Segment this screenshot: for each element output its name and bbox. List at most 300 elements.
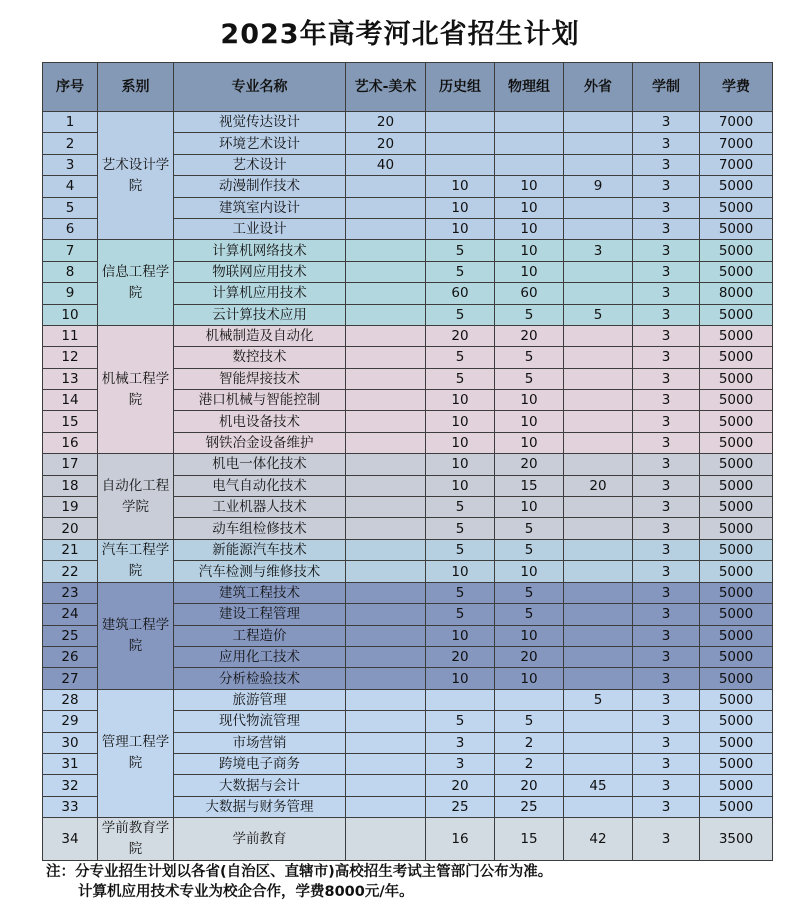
history-quota-cell: 5 [426,347,495,368]
tuition-cell: 5000 [700,454,773,475]
row-number-cell: 24 [43,604,98,625]
out-of-province-quota-cell [564,112,633,133]
major-name-cell: 云计算技术应用 [174,304,346,325]
department-cell: 管理工程学院 [98,689,174,817]
duration-cell: 3 [633,283,700,304]
out-of-province-quota-cell [564,625,633,646]
major-name-cell: 旅游管理 [174,689,346,710]
out-of-province-quota-cell [564,283,633,304]
major-name-cell: 动漫制作技术 [174,176,346,197]
major-name-cell: 钢铁冶金设备维护 [174,432,346,453]
history-quota-cell: 20 [426,325,495,346]
art-quota-cell [346,775,426,796]
header-cell: 序号 [43,63,98,112]
major-name-cell: 工业机器人技术 [174,497,346,518]
major-name-cell: 分析检验技术 [174,668,346,689]
row-number-cell: 5 [43,197,98,218]
major-name-cell: 计算机应用技术 [174,283,346,304]
tuition-cell: 5000 [700,689,773,710]
major-name-cell: 机械制造及自动化 [174,325,346,346]
table-row [43,240,773,261]
duration-cell: 3 [633,475,700,496]
physics-quota-cell: 25 [495,796,564,817]
out-of-province-quota-cell [564,539,633,561]
duration-cell: 3 [633,411,700,432]
out-of-province-quota-cell [564,497,633,518]
art-quota-cell [346,390,426,411]
art-quota-cell: 40 [346,154,426,175]
tuition-cell: 5000 [700,347,773,368]
physics-quota-cell: 5 [495,711,564,732]
history-quota-cell: 5 [426,368,495,389]
out-of-province-quota-cell [564,368,633,389]
tuition-cell: 5000 [700,475,773,496]
physics-quota-cell [495,112,564,133]
duration-cell: 3 [633,796,700,817]
physics-quota-cell: 15 [495,475,564,496]
out-of-province-quota-cell [564,753,633,774]
physics-quota-cell: 10 [495,625,564,646]
art-quota-cell [346,796,426,817]
duration-cell: 3 [633,347,700,368]
tuition-cell: 5000 [700,240,773,261]
physics-quota-cell [495,689,564,710]
tuition-cell: 5000 [700,176,773,197]
duration-cell: 3 [633,625,700,646]
row-number-cell: 7 [43,240,98,261]
table-row [43,818,773,861]
physics-quota-cell: 5 [495,518,564,539]
out-of-province-quota-cell: 3 [564,240,633,261]
art-quota-cell [346,539,426,561]
row-number-cell: 30 [43,732,98,753]
header-cell: 系别 [98,63,174,112]
history-quota-cell: 60 [426,283,495,304]
history-quota-cell: 10 [426,475,495,496]
major-name-cell: 工业设计 [174,218,346,239]
header-cell: 专业名称 [174,63,346,112]
duration-cell: 3 [633,539,700,561]
duration-cell: 3 [633,818,700,861]
art-quota-cell [346,668,426,689]
header-cell: 历史组 [426,63,495,112]
major-name-cell: 物联网应用技术 [174,261,346,282]
tuition-cell: 5000 [700,796,773,817]
row-number-cell: 21 [43,539,98,561]
history-quota-cell: 10 [426,454,495,475]
tuition-cell: 8000 [700,283,773,304]
duration-cell: 3 [633,176,700,197]
duration-cell: 3 [633,775,700,796]
duration-cell: 3 [633,561,700,583]
out-of-province-quota-cell [564,561,633,583]
out-of-province-quota-cell [564,347,633,368]
major-name-cell: 智能焊接技术 [174,368,346,389]
history-quota-cell [426,689,495,710]
physics-quota-cell: 10 [495,240,564,261]
duration-cell: 3 [633,753,700,774]
major-name-cell: 艺术设计 [174,154,346,175]
row-number-cell: 26 [43,646,98,667]
out-of-province-quota-cell: 42 [564,818,633,861]
row-number-cell: 17 [43,454,98,475]
history-quota-cell: 5 [426,711,495,732]
row-number-cell: 11 [43,325,98,346]
tuition-cell: 5000 [700,304,773,325]
duration-cell: 3 [633,582,700,603]
physics-quota-cell: 10 [495,561,564,583]
art-quota-cell [346,711,426,732]
tuition-cell: 5000 [700,753,773,774]
history-quota-cell: 25 [426,796,495,817]
row-number-cell: 2 [43,133,98,154]
row-number-cell: 13 [43,368,98,389]
major-name-cell: 汽车检测与维修技术 [174,561,346,583]
table-header-row [43,63,773,112]
header-cell: 艺术-美术 [346,63,426,112]
out-of-province-quota-cell: 20 [564,475,633,496]
tuition-cell: 3500 [700,818,773,861]
out-of-province-quota-cell [564,732,633,753]
row-number-cell: 28 [43,689,98,710]
duration-cell: 3 [633,197,700,218]
history-quota-cell: 3 [426,753,495,774]
footnote-line: 计算机应用技术专业为校企合作，学费8000元/年。 [78,884,414,900]
history-quota-cell: 10 [426,218,495,239]
header-cell: 物理组 [495,63,564,112]
out-of-province-quota-cell [564,197,633,218]
department-cell: 学前教育学院 [98,818,174,861]
major-name-cell: 建设工程管理 [174,604,346,625]
history-quota-cell [426,154,495,175]
duration-cell: 3 [633,218,700,239]
duration-cell: 3 [633,668,700,689]
tuition-cell: 5000 [700,711,773,732]
out-of-province-quota-cell [564,411,633,432]
major-name-cell: 建筑室内设计 [174,197,346,218]
physics-quota-cell [495,133,564,154]
row-number-cell: 9 [43,283,98,304]
tuition-cell: 5000 [700,646,773,667]
duration-cell: 3 [633,711,700,732]
duration-cell: 3 [633,154,700,175]
physics-quota-cell: 10 [495,261,564,282]
duration-cell: 3 [633,604,700,625]
physics-quota-cell: 10 [495,432,564,453]
physics-quota-cell: 5 [495,539,564,561]
tuition-cell: 5000 [700,432,773,453]
physics-quota-cell: 5 [495,347,564,368]
art-quota-cell [346,261,426,282]
out-of-province-quota-cell [564,604,633,625]
tuition-cell: 5000 [700,218,773,239]
department-cell: 汽车工程学院 [98,539,174,582]
duration-cell: 3 [633,454,700,475]
history-quota-cell: 10 [426,197,495,218]
department-cell: 机械工程学院 [98,325,174,453]
physics-quota-cell: 20 [495,325,564,346]
out-of-province-quota-cell [564,325,633,346]
row-number-cell: 29 [43,711,98,732]
physics-quota-cell: 10 [495,668,564,689]
duration-cell: 3 [633,689,700,710]
table-row [43,582,773,603]
art-quota-cell [346,454,426,475]
art-quota-cell [346,240,426,261]
major-name-cell: 视觉传达设计 [174,112,346,133]
major-name-cell: 电气自动化技术 [174,475,346,496]
duration-cell: 3 [633,304,700,325]
major-name-cell: 港口机械与智能控制 [174,390,346,411]
tuition-cell: 5000 [700,197,773,218]
row-number-cell: 16 [43,432,98,453]
tuition-cell: 5000 [700,732,773,753]
department-cell: 建筑工程学院 [98,582,174,689]
major-name-cell: 市场营销 [174,732,346,753]
major-name-cell: 新能源汽车技术 [174,539,346,561]
department-cell: 信息工程学院 [98,240,174,326]
duration-cell: 3 [633,646,700,667]
physics-quota-cell: 60 [495,283,564,304]
art-quota-cell [346,818,426,861]
physics-quota-cell: 2 [495,732,564,753]
out-of-province-quota-cell [564,711,633,732]
art-quota-cell [346,347,426,368]
history-quota-cell: 10 [426,561,495,583]
duration-cell: 3 [633,497,700,518]
row-number-cell: 27 [43,668,98,689]
out-of-province-quota-cell [564,518,633,539]
art-quota-cell [346,432,426,453]
tuition-cell: 5000 [700,261,773,282]
art-quota-cell [346,561,426,583]
row-number-cell: 4 [43,176,98,197]
duration-cell: 3 [633,732,700,753]
art-quota-cell [346,368,426,389]
art-quota-cell [346,283,426,304]
out-of-province-quota-cell [564,796,633,817]
out-of-province-quota-cell: 5 [564,689,633,710]
physics-quota-cell [495,154,564,175]
major-name-cell: 大数据与财务管理 [174,796,346,817]
art-quota-cell [346,176,426,197]
physics-quota-cell: 5 [495,304,564,325]
history-quota-cell: 10 [426,668,495,689]
art-quota-cell [346,497,426,518]
art-quota-cell [346,518,426,539]
major-name-cell: 应用化工技术 [174,646,346,667]
major-name-cell: 学前教育 [174,818,346,861]
row-number-cell: 1 [43,112,98,133]
row-number-cell: 18 [43,475,98,496]
row-number-cell: 3 [43,154,98,175]
tuition-cell: 5000 [700,561,773,583]
history-quota-cell: 10 [426,432,495,453]
out-of-province-quota-cell [564,133,633,154]
out-of-province-quota-cell: 9 [564,176,633,197]
out-of-province-quota-cell [564,646,633,667]
table-row [43,539,773,561]
art-quota-cell [346,732,426,753]
tuition-cell: 5000 [700,582,773,603]
row-number-cell: 19 [43,497,98,518]
physics-quota-cell: 20 [495,775,564,796]
art-quota-cell [346,625,426,646]
major-name-cell: 现代物流管理 [174,711,346,732]
row-number-cell: 20 [43,518,98,539]
row-number-cell: 6 [43,218,98,239]
row-number-cell: 14 [43,390,98,411]
physics-quota-cell: 20 [495,454,564,475]
history-quota-cell: 10 [426,625,495,646]
duration-cell: 3 [633,432,700,453]
physics-quota-cell: 15 [495,818,564,861]
art-quota-cell [346,411,426,432]
history-quota-cell: 5 [426,304,495,325]
duration-cell: 3 [633,112,700,133]
out-of-province-quota-cell [564,154,633,175]
tuition-cell: 5000 [700,368,773,389]
duration-cell: 3 [633,240,700,261]
major-name-cell: 跨境电子商务 [174,753,346,774]
major-name-cell: 工程造价 [174,625,346,646]
duration-cell: 3 [633,368,700,389]
art-quota-cell: 20 [346,112,426,133]
row-number-cell: 23 [43,582,98,603]
tuition-cell: 5000 [700,668,773,689]
art-quota-cell [346,646,426,667]
art-quota-cell [346,218,426,239]
tuition-cell: 5000 [700,539,773,561]
duration-cell: 3 [633,261,700,282]
physics-quota-cell: 10 [495,497,564,518]
art-quota-cell [346,475,426,496]
footnote [46,862,552,902]
out-of-province-quota-cell [564,390,633,411]
table-row [43,689,773,710]
tuition-cell: 5000 [700,604,773,625]
footnote-line: 注：分专业招生计划以各省(自治区、直辖市)高校招生考试主管部门公布为准。 [46,864,553,880]
major-name-cell: 环境艺术设计 [174,133,346,154]
tuition-cell: 5000 [700,625,773,646]
out-of-province-quota-cell: 45 [564,775,633,796]
row-number-cell: 25 [43,625,98,646]
history-quota-cell: 5 [426,240,495,261]
history-quota-cell: 5 [426,582,495,603]
art-quota-cell [346,197,426,218]
art-quota-cell [346,582,426,603]
major-name-cell: 机电一体化技术 [174,454,346,475]
major-name-cell: 动车组检修技术 [174,518,346,539]
tuition-cell: 5000 [700,390,773,411]
out-of-province-quota-cell [564,668,633,689]
department-cell: 自动化工程学院 [98,454,174,540]
table-row [43,454,773,475]
history-quota-cell: 5 [426,604,495,625]
table-body [43,112,773,861]
major-name-cell: 大数据与会计 [174,775,346,796]
tuition-cell: 7000 [700,133,773,154]
tuition-cell: 5000 [700,775,773,796]
history-quota-cell: 20 [426,775,495,796]
history-quota-cell: 5 [426,539,495,561]
history-quota-cell: 10 [426,411,495,432]
out-of-province-quota-cell [564,218,633,239]
physics-quota-cell: 20 [495,646,564,667]
out-of-province-quota-cell [564,261,633,282]
out-of-province-quota-cell [564,582,633,603]
major-name-cell: 建筑工程技术 [174,582,346,603]
out-of-province-quota-cell [564,454,633,475]
history-quota-cell: 10 [426,390,495,411]
header-cell: 学费 [700,63,773,112]
history-quota-cell: 20 [426,646,495,667]
art-quota-cell [346,304,426,325]
duration-cell: 3 [633,390,700,411]
physics-quota-cell: 10 [495,411,564,432]
major-name-cell: 计算机网络技术 [174,240,346,261]
duration-cell: 3 [633,325,700,346]
physics-quota-cell: 2 [495,753,564,774]
history-quota-cell: 5 [426,518,495,539]
row-number-cell: 31 [43,753,98,774]
physics-quota-cell: 10 [495,197,564,218]
row-number-cell: 32 [43,775,98,796]
physics-quota-cell: 10 [495,176,564,197]
row-number-cell: 10 [43,304,98,325]
enrollment-table [42,62,773,861]
row-number-cell: 22 [43,561,98,583]
header-cell: 外省 [564,63,633,112]
tuition-cell: 7000 [700,112,773,133]
physics-quota-cell: 5 [495,582,564,603]
row-number-cell: 33 [43,796,98,817]
art-quota-cell: 20 [346,133,426,154]
major-name-cell: 机电设备技术 [174,411,346,432]
physics-quota-cell: 10 [495,218,564,239]
art-quota-cell [346,689,426,710]
physics-quota-cell: 5 [495,368,564,389]
art-quota-cell [346,753,426,774]
physics-quota-cell: 5 [495,604,564,625]
page-title: 2023年高考河北省招生计划 [220,19,580,50]
art-quota-cell [346,604,426,625]
history-quota-cell: 10 [426,176,495,197]
art-quota-cell [346,325,426,346]
history-quota-cell: 3 [426,732,495,753]
tuition-cell: 5000 [700,497,773,518]
out-of-province-quota-cell [564,432,633,453]
table-row [43,325,773,346]
history-quota-cell: 5 [426,497,495,518]
duration-cell: 3 [633,518,700,539]
major-name-cell: 数控技术 [174,347,346,368]
row-number-cell: 8 [43,261,98,282]
history-quota-cell: 5 [426,261,495,282]
tuition-cell: 5000 [700,518,773,539]
tuition-cell: 7000 [700,154,773,175]
row-number-cell: 15 [43,411,98,432]
row-number-cell: 34 [43,818,98,861]
department-cell: 艺术设计学院 [98,112,174,240]
physics-quota-cell: 10 [495,390,564,411]
tuition-cell: 5000 [700,411,773,432]
history-quota-cell: 16 [426,818,495,861]
history-quota-cell [426,133,495,154]
row-number-cell: 12 [43,347,98,368]
header-cell: 学制 [633,63,700,112]
tuition-cell: 5000 [700,325,773,346]
